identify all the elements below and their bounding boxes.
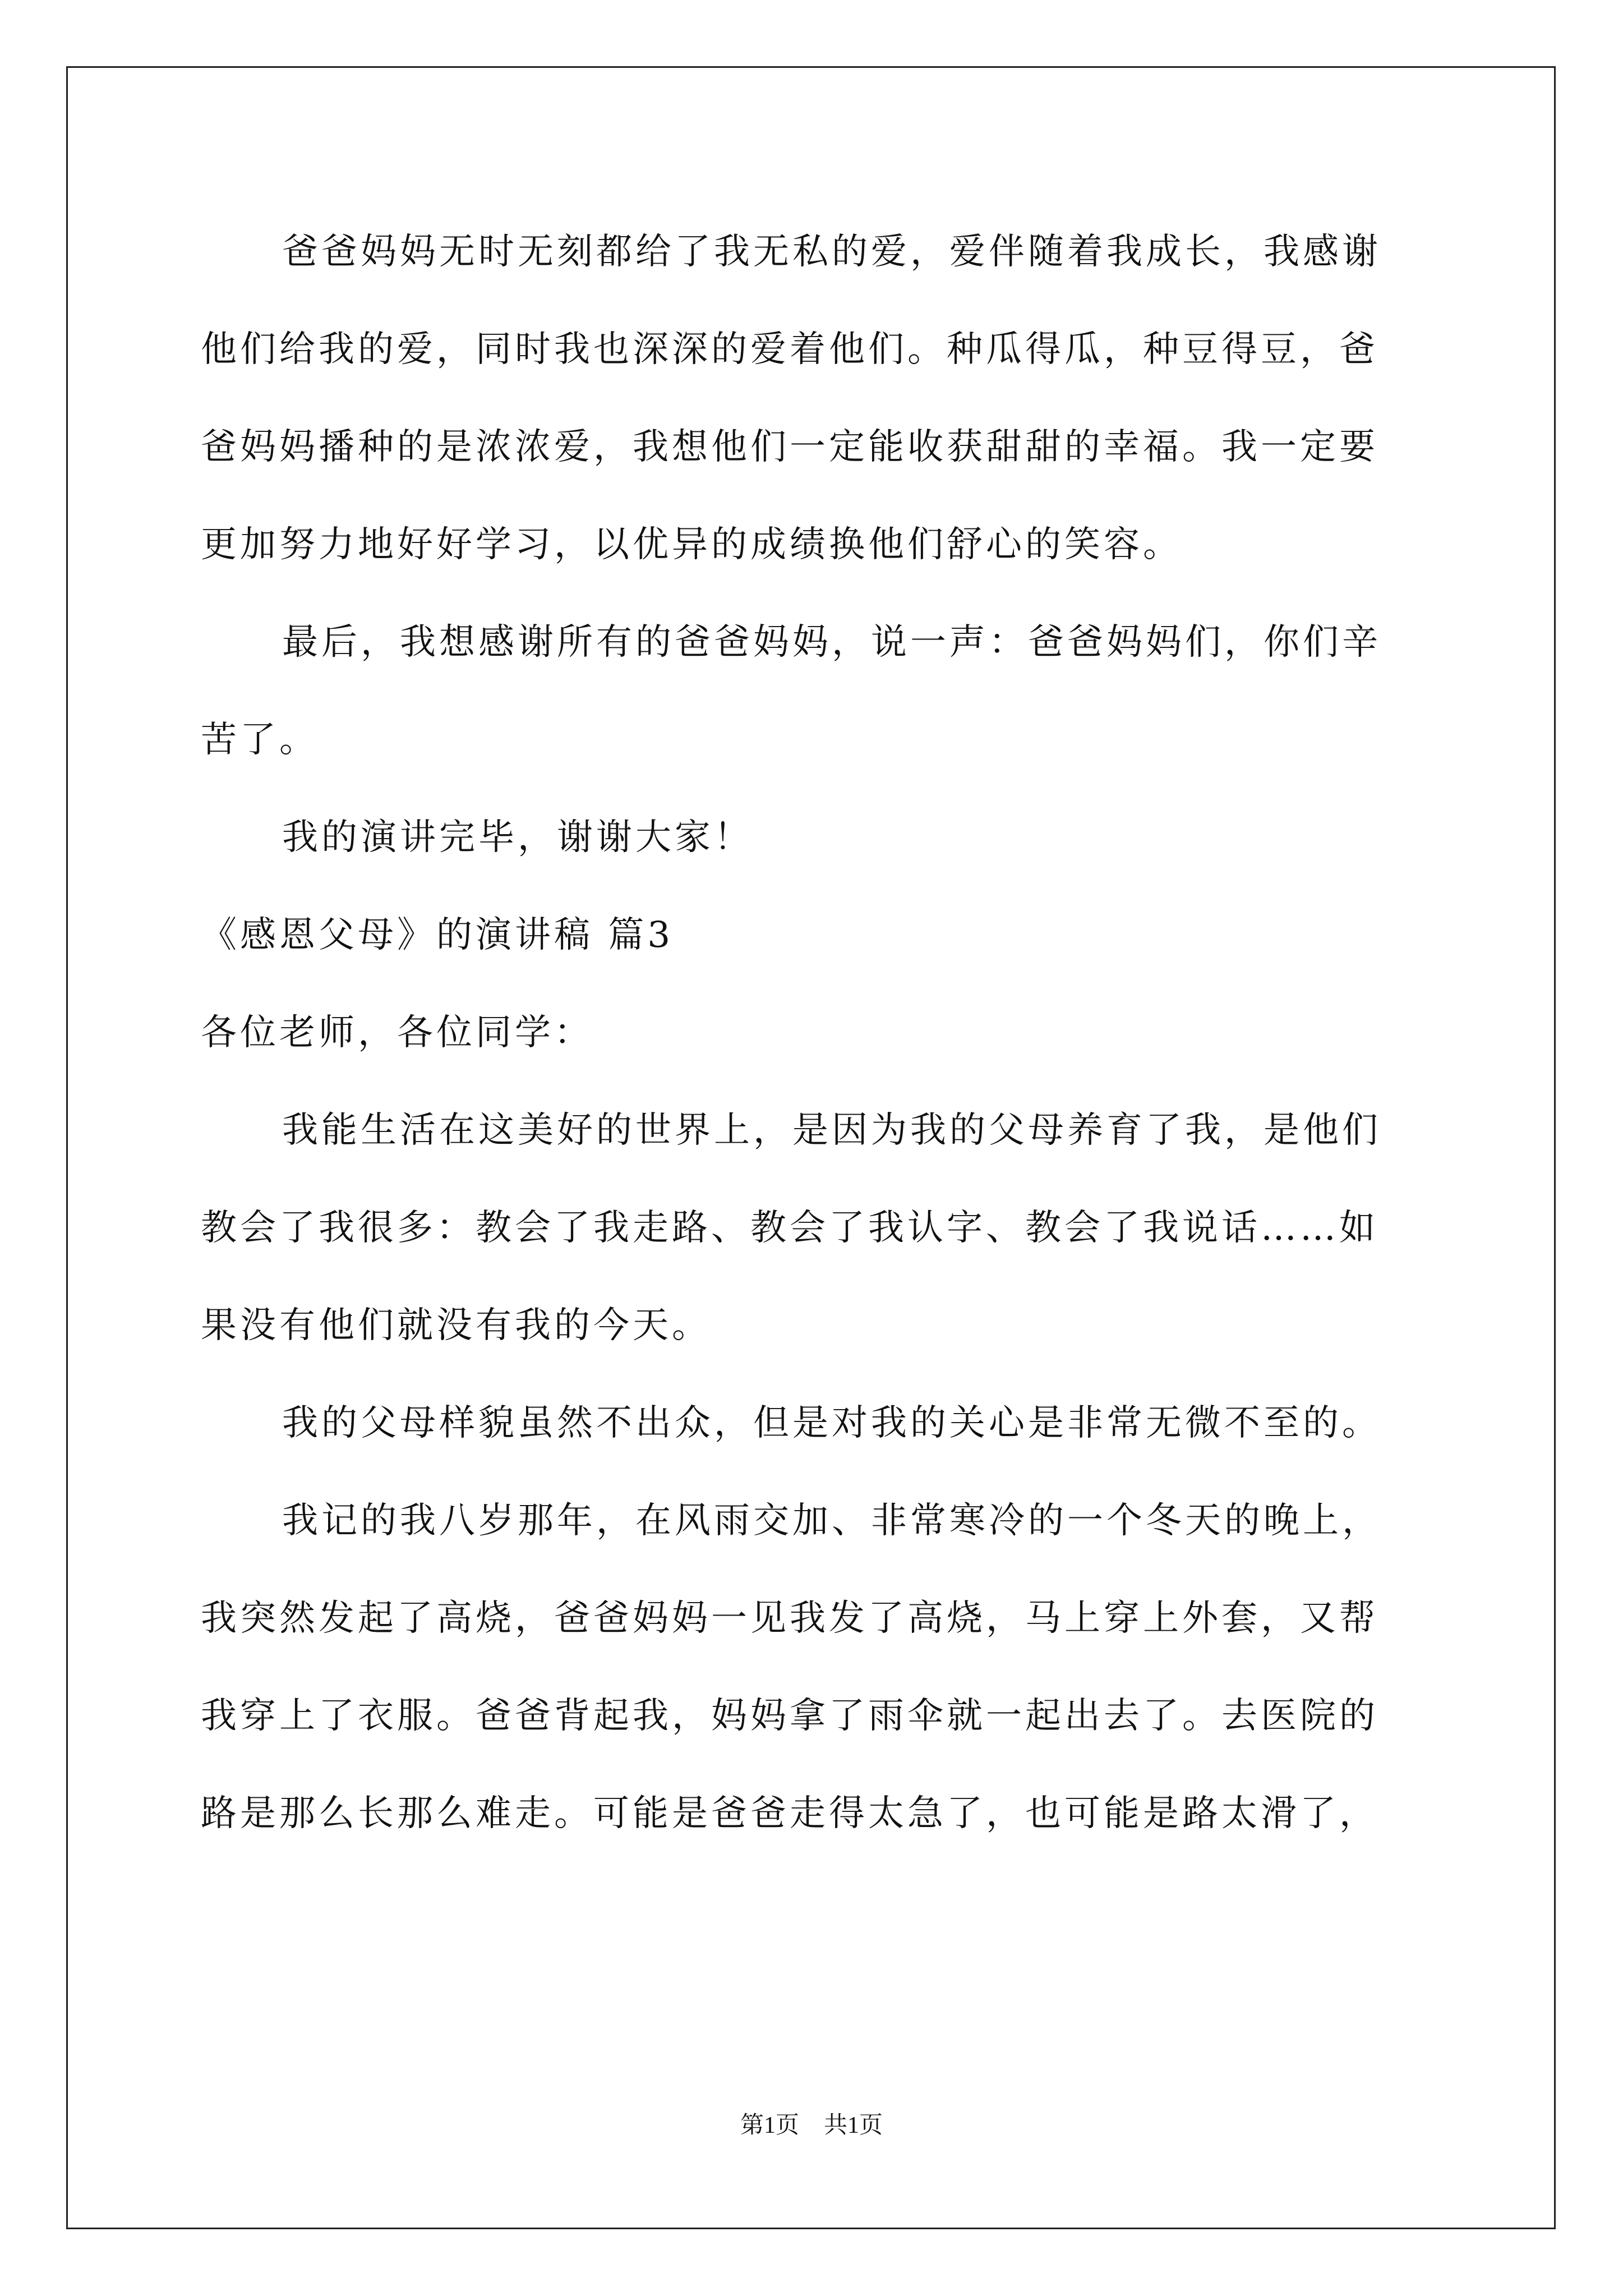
text-line: 路是那么长那么难走。可能是爸爸走得太急了，也可能是路太滑了， [201,1793,1378,1834]
text-line: 我的父母样貌虽然不出众，但是对我的关心是非常无微不至的。 [282,1402,1381,1444]
document-body [201,203,1423,1862]
page-number: 第1页 [740,2113,799,2138]
page-footer [0,2106,1623,2140]
text-line: 我穿上了衣服。爸爸背起我，妈妈拿了雨伞就一起出去了。去医院的 [201,1695,1378,1737]
page-total: 共1页 [824,2113,883,2138]
text-line: 教会了我很多：教会了我走路、教会了我认字、教会了我说话……如 [201,1207,1378,1249]
text-line: 我的演讲完毕，谢谢大家！ [282,817,753,858]
text-line: 爸妈妈播种的是浓浓爱，我想他们一定能收获甜甜的幸福。我一定要 [201,426,1378,468]
text-line: 我能生活在这美好的世界上，是因为我的父母养育了我，是他们 [282,1110,1381,1151]
text-line: 我突然发起了高烧，爸爸妈妈一见我发了高烧，马上穿上外套，又帮 [201,1598,1378,1639]
text-line: 他们给我的爱，同时我也深深的爱着他们。种瓜得瓜，种豆得豆，爸 [201,329,1378,370]
text-line: 最后，我想感谢所有的爸爸妈妈，说一声：爸爸妈妈们，你们辛 [282,622,1381,663]
salutation: 各位老师，各位同学： [201,1012,593,1053]
text-line: 果没有他们就没有我的今天。 [201,1305,711,1346]
section-heading: 《感恩父母》的演讲稿 篇3 [201,914,674,956]
text-line: 我记的我八岁那年，在风雨交加、非常寒冷的一个冬天的晚上， [282,1500,1381,1542]
text-line: 爸爸妈妈无时无刻都给了我无私的爱，爱伴随着我成长，我感谢 [282,231,1381,273]
text-line: 苦了。 [201,719,319,761]
text-line: 更加努力地好好学习，以优异的成绩换他们舒心的笑容。 [201,524,1182,565]
